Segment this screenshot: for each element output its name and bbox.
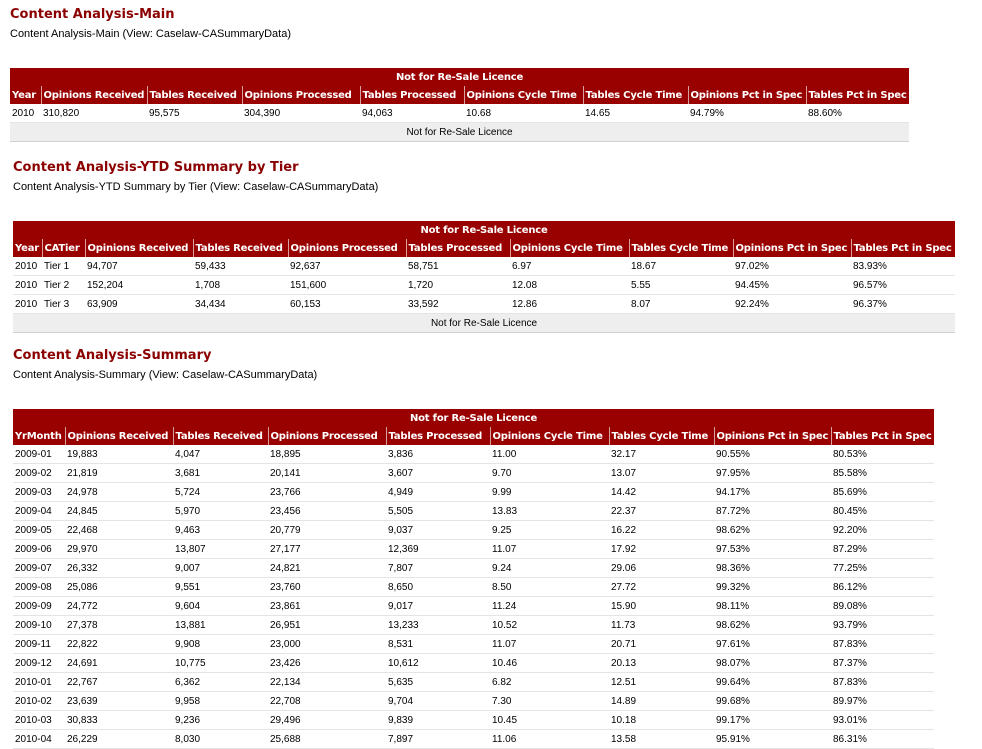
table-cell: 22,468	[65, 521, 173, 540]
table-cell: 59,433	[193, 257, 288, 276]
table-cell: 29,970	[65, 540, 173, 559]
table-cell: 63,909	[85, 295, 193, 314]
table-cell: 12,369	[386, 540, 490, 559]
table-cell: 2010-04	[13, 730, 65, 749]
table-cell: 97.53%	[714, 540, 831, 559]
table-cell: 94.17%	[714, 483, 831, 502]
table-cell: 5,970	[173, 502, 268, 521]
section-title-ytd-tier: Content Analysis-YTD Summary by Tier	[13, 160, 299, 175]
table-cell: 12.86	[510, 295, 629, 314]
table-row	[10, 104, 909, 123]
table-row	[13, 540, 934, 559]
table-cell: 8.07	[629, 295, 733, 314]
table-cell: 14.42	[609, 483, 714, 502]
table-cell: 11.06	[490, 730, 609, 749]
table-cell: 2010	[10, 104, 41, 123]
table-row	[13, 483, 934, 502]
table-cell: 21,819	[65, 464, 173, 483]
table-cell: 1,720	[406, 276, 510, 295]
table-cell: 97.95%	[714, 464, 831, 483]
column-header: Opinions Received	[65, 427, 173, 445]
table-cell: 93.79%	[831, 616, 934, 635]
table-row	[13, 597, 934, 616]
table-cell: 9.70	[490, 464, 609, 483]
table-cell: 15.90	[609, 597, 714, 616]
table-cell: 86.31%	[831, 730, 934, 749]
table-cell: 3,836	[386, 445, 490, 464]
table-cell: 10.18	[609, 711, 714, 730]
table-row	[13, 445, 934, 464]
section-subtitle-main: Content Analysis-Main (View: Caselaw-CASummaryData)	[10, 28, 292, 40]
table-cell: 11.07	[490, 635, 609, 654]
table-cell: 8.50	[490, 578, 609, 597]
table-cell: 87.83%	[831, 635, 934, 654]
table-cell: 11.07	[490, 540, 609, 559]
table-cell: 94,063	[360, 104, 464, 123]
table-cell: 20,779	[268, 521, 386, 540]
column-header: Tables Received	[193, 239, 288, 257]
column-header: Opinions Processed	[268, 427, 386, 445]
table-cell: 99.64%	[714, 673, 831, 692]
table-cell: 23,456	[268, 502, 386, 521]
table-cell: 9,908	[173, 635, 268, 654]
table-cell: 25,086	[65, 578, 173, 597]
table-cell: 9,704	[386, 692, 490, 711]
table-cell: 4,949	[386, 483, 490, 502]
table-cell: 2010	[13, 295, 42, 314]
table-cell: 1,708	[193, 276, 288, 295]
column-header: Tables Processed	[360, 86, 464, 104]
table-cell: 90.55%	[714, 445, 831, 464]
table-cell: 304,390	[242, 104, 360, 123]
table-cell: 98.07%	[714, 654, 831, 673]
table-cell: 6,362	[173, 673, 268, 692]
table-cell: 87.29%	[831, 540, 934, 559]
table-cell: 12.08	[510, 276, 629, 295]
table-cell: 29,496	[268, 711, 386, 730]
column-header: CATier	[42, 239, 85, 257]
table-cell: 11.00	[490, 445, 609, 464]
table-cell: 5,724	[173, 483, 268, 502]
table-cell: 23,000	[268, 635, 386, 654]
table-cell: 87.37%	[831, 654, 934, 673]
table-cell: 96.37%	[851, 295, 955, 314]
table-cell: 2009-11	[13, 635, 65, 654]
table-cell: 24,772	[65, 597, 173, 616]
table-cell: 98.36%	[714, 559, 831, 578]
table-cell: 2009-05	[13, 521, 65, 540]
table-cell: 83.93%	[851, 257, 955, 276]
column-header: Tables Pct in Spec	[851, 239, 955, 257]
table-cell: 97.02%	[733, 257, 851, 276]
table-cell: 85.58%	[831, 464, 934, 483]
section-title-main: Content Analysis-Main	[10, 7, 175, 22]
table-cell: 24,978	[65, 483, 173, 502]
table-cell: 80.53%	[831, 445, 934, 464]
table-row	[13, 692, 934, 711]
column-header: Tables Received	[147, 86, 242, 104]
table-cell: 2010-01	[13, 673, 65, 692]
table-row	[13, 654, 934, 673]
table-cell: 10,612	[386, 654, 490, 673]
table-cell: 2009-01	[13, 445, 65, 464]
table-cell: 10.45	[490, 711, 609, 730]
table-cell: 2009-10	[13, 616, 65, 635]
column-header: Tables Pct in Spec	[831, 427, 934, 445]
table-cell: 34,434	[193, 295, 288, 314]
column-header: Opinions Pct in Spec	[688, 86, 806, 104]
table-cell: 24,821	[268, 559, 386, 578]
table-cell: 30,833	[65, 711, 173, 730]
table-cell: 22,767	[65, 673, 173, 692]
column-header: Opinions Cycle Time	[510, 239, 629, 257]
table-cell: 60,153	[288, 295, 406, 314]
table-cell: 310,820	[41, 104, 147, 123]
table-cell: 13.83	[490, 502, 609, 521]
table-row	[13, 711, 934, 730]
licence-footer: Not for Re-Sale Licence	[10, 123, 909, 142]
table-cell: 9,236	[173, 711, 268, 730]
ytd-tier-table	[13, 221, 955, 333]
section-title-summary: Content Analysis-Summary	[13, 348, 212, 363]
table-cell: 6.97	[510, 257, 629, 276]
table-cell: 94,707	[85, 257, 193, 276]
column-header: Year	[13, 239, 42, 257]
table-cell: 152,204	[85, 276, 193, 295]
table-cell: 7,807	[386, 559, 490, 578]
table-cell: 24,845	[65, 502, 173, 521]
table-cell: 22,134	[268, 673, 386, 692]
table-cell: 22,822	[65, 635, 173, 654]
table-cell: 92.24%	[733, 295, 851, 314]
column-header: Opinions Processed	[288, 239, 406, 257]
summary-table	[13, 409, 934, 749]
table-cell: 98.62%	[714, 521, 831, 540]
table-cell: 8,531	[386, 635, 490, 654]
main-table	[10, 68, 909, 142]
table-cell: 151,600	[288, 276, 406, 295]
table-cell: 7,897	[386, 730, 490, 749]
table-row	[13, 257, 955, 276]
table-row	[13, 295, 955, 314]
table-cell: 13,807	[173, 540, 268, 559]
table-cell: Tier 2	[42, 276, 85, 295]
table-cell: 33,592	[406, 295, 510, 314]
table-cell: 89.08%	[831, 597, 934, 616]
table-cell: 2010	[13, 257, 42, 276]
column-header: Opinions Cycle Time	[464, 86, 583, 104]
table-cell: 93.01%	[831, 711, 934, 730]
table-cell: 26,951	[268, 616, 386, 635]
table-cell: 2010-02	[13, 692, 65, 711]
table-cell: 18,895	[268, 445, 386, 464]
table-cell: 94.45%	[733, 276, 851, 295]
table-cell: 7.30	[490, 692, 609, 711]
table-cell: 5,635	[386, 673, 490, 692]
table-row	[13, 730, 934, 749]
table-cell: 2009-12	[13, 654, 65, 673]
column-header: Tables Processed	[406, 239, 510, 257]
column-header: Tables Cycle Time	[609, 427, 714, 445]
table-cell: 22.37	[609, 502, 714, 521]
table-cell: 9,551	[173, 578, 268, 597]
column-header: Tables Cycle Time	[629, 239, 733, 257]
table-cell: 14.65	[583, 104, 688, 123]
table-cell: 13,233	[386, 616, 490, 635]
table-cell: 8,030	[173, 730, 268, 749]
table-cell: 10.46	[490, 654, 609, 673]
licence-banner: Not for Re-Sale Licence	[13, 221, 955, 239]
table-cell: 9,017	[386, 597, 490, 616]
table-cell: 2009-03	[13, 483, 65, 502]
licence-footer: Not for Re-Sale Licence	[13, 314, 955, 333]
table-cell: 13.07	[609, 464, 714, 483]
table-cell: 17.92	[609, 540, 714, 559]
table-cell: 27,177	[268, 540, 386, 559]
table-cell: 27,378	[65, 616, 173, 635]
table-cell: 2010-03	[13, 711, 65, 730]
column-header: Tables Received	[173, 427, 268, 445]
table-cell: 98.11%	[714, 597, 831, 616]
table-cell: 23,861	[268, 597, 386, 616]
table-cell: 5.55	[629, 276, 733, 295]
table-row	[13, 673, 934, 692]
table-cell: 9,958	[173, 692, 268, 711]
column-header: Opinions Pct in Spec	[733, 239, 851, 257]
table-cell: 92.20%	[831, 521, 934, 540]
table-cell: 16.22	[609, 521, 714, 540]
table-cell: Tier 1	[42, 257, 85, 276]
table-cell: 9.24	[490, 559, 609, 578]
table-cell: Tier 3	[42, 295, 85, 314]
table-cell: 23,426	[268, 654, 386, 673]
table-cell: 4,047	[173, 445, 268, 464]
table-cell: 85.69%	[831, 483, 934, 502]
table-cell: 23,760	[268, 578, 386, 597]
column-header: Tables Cycle Time	[583, 86, 688, 104]
table-cell: 86.12%	[831, 578, 934, 597]
table-cell: 2009-07	[13, 559, 65, 578]
table-row	[13, 502, 934, 521]
table-cell: 13.58	[609, 730, 714, 749]
table-cell: 97.61%	[714, 635, 831, 654]
licence-banner: Not for Re-Sale Licence	[13, 409, 934, 427]
table-cell: 23,766	[268, 483, 386, 502]
table-cell: 58,751	[406, 257, 510, 276]
table-cell: 95.91%	[714, 730, 831, 749]
table-cell: 8,650	[386, 578, 490, 597]
table-cell: 9,007	[173, 559, 268, 578]
table-cell: 18.67	[629, 257, 733, 276]
table-cell: 10.52	[490, 616, 609, 635]
table-cell: 2009-02	[13, 464, 65, 483]
table-cell: 25,688	[268, 730, 386, 749]
table-row	[13, 578, 934, 597]
table-cell: 9,604	[173, 597, 268, 616]
table-cell: 98.62%	[714, 616, 831, 635]
table-cell: 10,775	[173, 654, 268, 673]
column-header: Year	[10, 86, 41, 104]
table-cell: 20,141	[268, 464, 386, 483]
column-header: Opinions Processed	[242, 86, 360, 104]
table-cell: 99.68%	[714, 692, 831, 711]
table-cell: 5,505	[386, 502, 490, 521]
table-cell: 99.32%	[714, 578, 831, 597]
column-header: Tables Processed	[386, 427, 490, 445]
column-header: Opinions Cycle Time	[490, 427, 609, 445]
column-header: YrMonth	[13, 427, 65, 445]
table-cell: 10.68	[464, 104, 583, 123]
table-cell: 32.17	[609, 445, 714, 464]
table-cell: 20.13	[609, 654, 714, 673]
table-cell: 9.25	[490, 521, 609, 540]
table-cell: 87.83%	[831, 673, 934, 692]
table-row	[13, 276, 955, 295]
table-row	[13, 559, 934, 578]
table-cell: 20.71	[609, 635, 714, 654]
table-row	[13, 635, 934, 654]
column-header: Opinions Received	[41, 86, 147, 104]
table-cell: 13,881	[173, 616, 268, 635]
table-cell: 96.57%	[851, 276, 955, 295]
table-cell: 6.82	[490, 673, 609, 692]
table-cell: 24,691	[65, 654, 173, 673]
table-cell: 94.79%	[688, 104, 806, 123]
table-row	[13, 521, 934, 540]
column-header: Opinions Pct in Spec	[714, 427, 831, 445]
table-cell: 27.72	[609, 578, 714, 597]
table-cell: 9,037	[386, 521, 490, 540]
column-header: Opinions Received	[85, 239, 193, 257]
table-cell: 3,681	[173, 464, 268, 483]
table-cell: 2009-04	[13, 502, 65, 521]
table-cell: 2010	[13, 276, 42, 295]
table-cell: 88.60%	[806, 104, 909, 123]
table-cell: 26,229	[65, 730, 173, 749]
table-cell: 2009-06	[13, 540, 65, 559]
table-cell: 95,575	[147, 104, 242, 123]
section-subtitle-summary: Content Analysis-Summary (View: Caselaw-CASummaryData)	[13, 369, 318, 381]
table-row	[13, 616, 934, 635]
table-cell: 19,883	[65, 445, 173, 464]
table-cell: 99.17%	[714, 711, 831, 730]
table-cell: 89.97%	[831, 692, 934, 711]
table-cell: 29.06	[609, 559, 714, 578]
table-cell: 9.99	[490, 483, 609, 502]
table-cell: 11.24	[490, 597, 609, 616]
table-cell: 9,839	[386, 711, 490, 730]
section-subtitle-ytd-tier: Content Analysis-YTD Summary by Tier (View: Caselaw-CASummaryData)	[13, 181, 379, 193]
table-row	[13, 464, 934, 483]
column-header: Tables Pct in Spec	[806, 86, 909, 104]
table-cell: 87.72%	[714, 502, 831, 521]
table-cell: 12.51	[609, 673, 714, 692]
table-cell: 14.89	[609, 692, 714, 711]
table-cell: 2009-09	[13, 597, 65, 616]
table-cell: 77.25%	[831, 559, 934, 578]
table-cell: 3,607	[386, 464, 490, 483]
table-cell: 22,708	[268, 692, 386, 711]
table-cell: 92,637	[288, 257, 406, 276]
table-cell: 11.73	[609, 616, 714, 635]
licence-banner: Not for Re-Sale Licence	[10, 68, 909, 86]
table-cell: 2009-08	[13, 578, 65, 597]
table-cell: 23,639	[65, 692, 173, 711]
table-cell: 80.45%	[831, 502, 934, 521]
table-cell: 9,463	[173, 521, 268, 540]
table-cell: 26,332	[65, 559, 173, 578]
